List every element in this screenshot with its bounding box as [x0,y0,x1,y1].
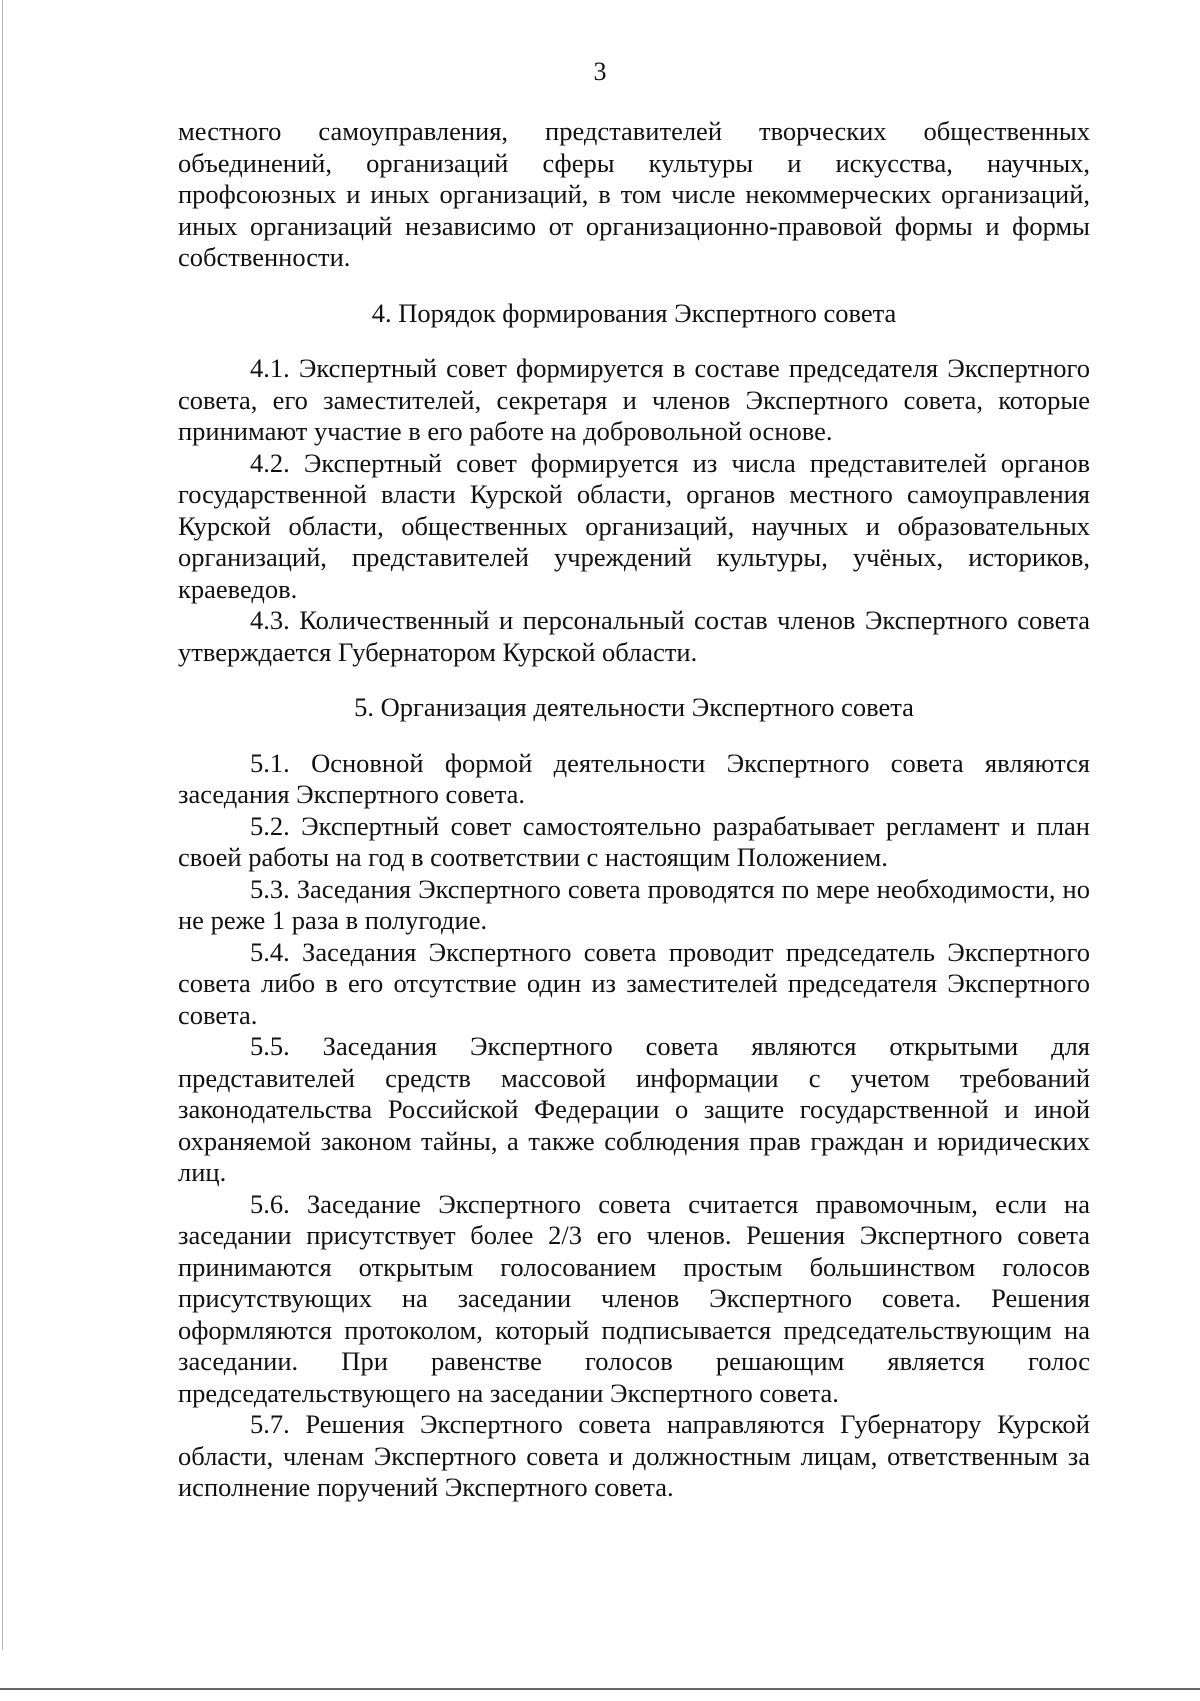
paragraph-4-2: 4.2. Экспертный совет формируется из числа представителей органов государственной власти Курской области, органов местного самоуправления Курской области, общественных организаций, научных и образовательных организаций, представителей учреждений культуры, учёных, историков, краеведов. [178,447,1090,604]
paragraph-5-2: 5.2. Экспертный совет самостоятельно разрабатывает регламент и план своей работы на год в соответствии с настоящим Положением. [178,810,1090,872]
paragraph-4-3: 4.3. Количественный и персональный состав членов Экспертного совета утверждается Губернатором Курской области. [178,605,1090,667]
paragraph-5-5: 5.5. Заседания Экспертного совета являются открытыми для представителей средств массовой информации с учетом требований законодательства Российской Федерации о защите государственной и иной охраняемой законом тайны, а также соблюдения прав граждан и юридических лиц. [178,1031,1090,1187]
paragraph-4-1: 4.1. Экспертный совет формируется в составе председателя Экспертного совета, его заместителей, секретаря и членов Экспертного совета, которые принимают участие в его работе на добровольной основе. [178,353,1090,446]
paragraph-5-4: 5.4. Заседания Экспертного совета проводит председатель Экспертного совета либо в его отсутствие один из заместителей председателя Экспертного совета. [178,936,1090,1030]
intro-paragraph: местного самоуправления, представителей творческих общественных объединений, организаций сферы культуры и искусства, научных, профсоюзных и иных организаций, в том числе некоммерческих организаций, иных организаций независимо от организационно-правовой формы и формы собственности. [178,116,1090,272]
paragraph-5-7: 5.7. Решения Экспертного совета направляются Губернатору Курской области, членам Экспертного совета и должностным лицам, ответственным за исполнение поручений Экспертного совета. [178,1409,1090,1502]
document-body [178,116,1090,1504]
paragraph-5-3: 5.3. Заседания Экспертного совета проводятся по мере необходимости, но не реже 1 раза в полугодие. [178,873,1090,935]
paragraph-5-1: 5.1. Основной формой деятельности Экспертного совета являются заседания Экспертного совета. [178,747,1090,809]
paragraph-5-6: 5.6. Заседание Экспертного совета считается правомочным, если на заседании присутствует более 2/3 его членов. Решения Экспертного совета принимаются открытым голосованием простым большинством голосов присутствующих на заседании членов Экспертного совета. Решения оформляются протоколом, который подписывается председательствующим на заседании. При равенстве голосов решающим является голос председательствующего на заседании Экспертного совета. [178,1188,1090,1408]
section-4-heading: 4. Порядок формирования Экспертного совета [371,297,897,328]
page-bottom-line [0,1688,1200,1690]
scan-edge-line [2,0,3,1650]
page-number: 3 [593,57,607,86]
section-5-heading: 5. Организация деятельности Экспертного совета [354,692,914,722]
